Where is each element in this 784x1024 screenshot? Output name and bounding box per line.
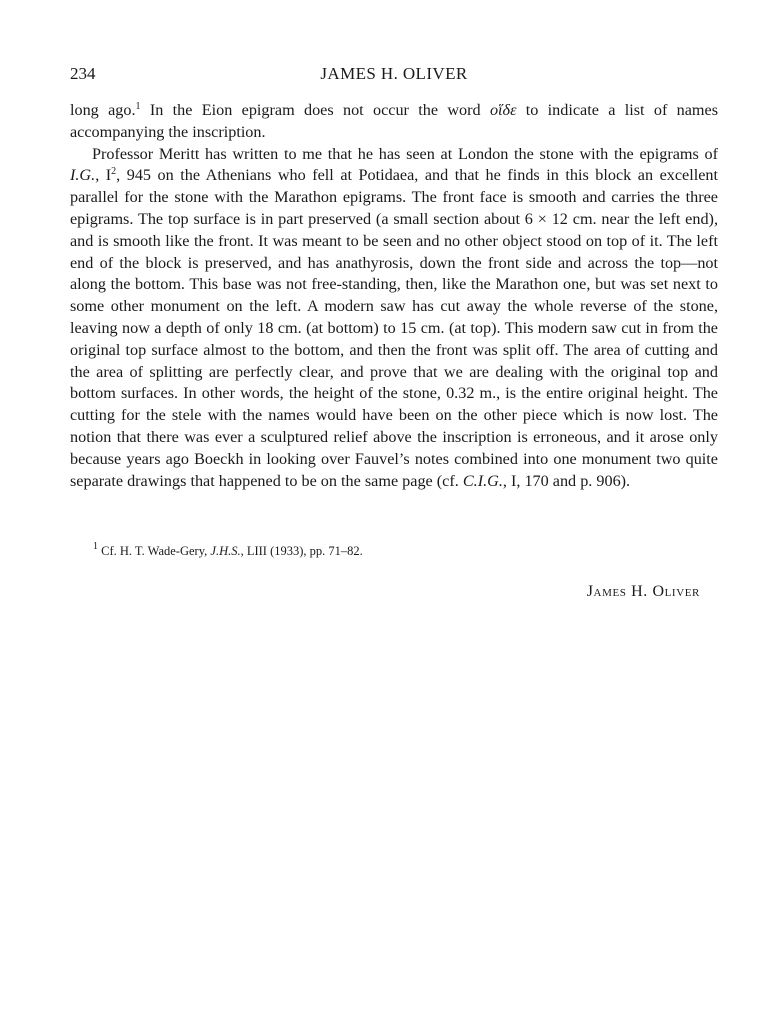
page-number: 234	[70, 64, 96, 83]
paragraph-1-text-c: to indicate a list of names accompanying the inscription.	[70, 101, 719, 141]
paragraph-2-text-d: , I, 170 and p. 906).	[502, 471, 631, 490]
paragraph-2-text-b: , I	[95, 166, 112, 185]
greek-word: οἵδε	[489, 101, 517, 119]
journal-title: J.H.S.	[210, 544, 241, 558]
body-text	[70, 100, 718, 492]
author-signature: James H. Oliver	[586, 583, 700, 600]
ig-reference: I.G.	[70, 166, 96, 185]
footnote-text-b: , LIII (1933), pp. 71–82.	[240, 544, 363, 558]
cig-reference: C.I.G.	[462, 471, 503, 490]
ig-edition-sup: 2	[111, 166, 117, 178]
running-head: JAMES H. OLIVER	[320, 64, 468, 83]
paragraph-1	[70, 100, 718, 144]
footnote-ref: 1	[135, 101, 141, 112]
page-header	[70, 64, 718, 88]
footnote	[93, 543, 718, 559]
footnote-number: 1	[93, 541, 98, 552]
footnote-text-a: Cf. H. T. Wade-Gery,	[98, 544, 211, 558]
paragraph-2	[70, 144, 718, 493]
paragraph-1-text-b: In the Eion epigram does not occur the word	[140, 101, 490, 119]
paragraph-2-text-a: Professor Meritt has written to me that he has seen at London the stone with the epigrams of	[92, 144, 718, 163]
paragraph-2-text-c: , 945 on the Athenians who fell at Potidaea, and that he finds in this block an excellent parallel for the stone with the Marathon epigrams. The front face is smooth and carries the three epigrams. The top surface is in part preserved (a small section about 6 × 12 cm. near the left end), and is smooth like the front. It was meant to be seen and no other object stood on top of it. The left end of the block is preserved, and has anathyrosis, down the front side and across the top—not along the bottom. This base was not free-standing, then, like the Marathon one, but was set next to some other monument on the left. A modern saw has cut away the whole reverse of the stone, leaving now a depth of only 18 cm. (at bottom) to 15 cm. (at top). This modern saw cut in from the original top surface almost to the bottom, and then the front was split off. The area of cutting and the area of splitting are perfectly clear, and prove that we are dealing with the original top and bottom surfaces. In other words, the height of the stone, 0.32 m., is the entire original height. The cutting for the stele with the names would have been on the other piece which is now lost. The notion that there was ever a sculptured relief above the inscription is erroneous, and it arose only because years ago Boeckh in looking over Fauvel’s notes combined into one monument two quite separate drawings that happened to be on the same page (cf.	[70, 166, 719, 490]
paragraph-1-text-a: long ago.	[70, 101, 136, 119]
